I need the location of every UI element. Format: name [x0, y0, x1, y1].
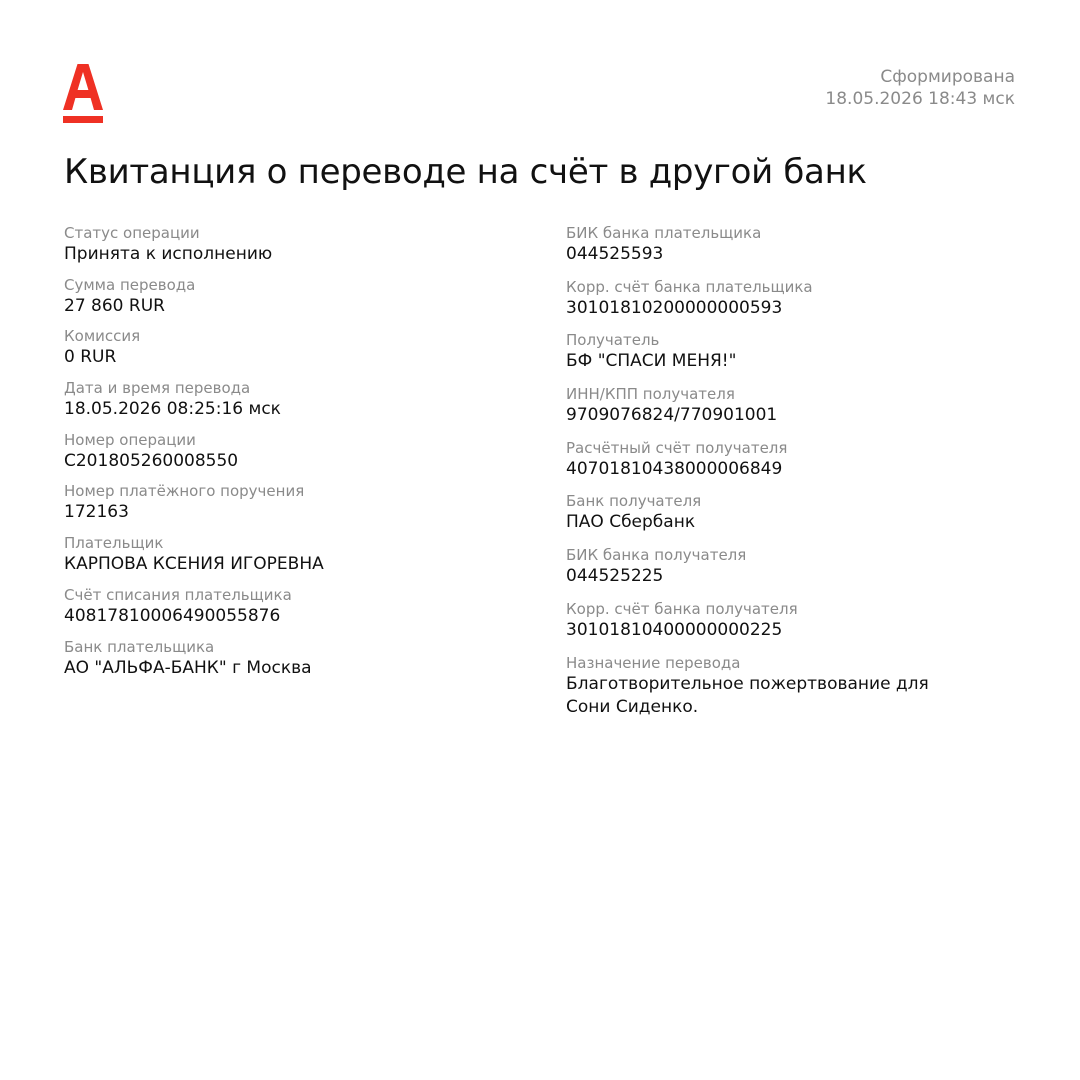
field-label: БИК банка получателя — [566, 546, 747, 565]
field-label: Статус операции — [64, 224, 200, 242]
field-recipient-bank — [566, 492, 986, 546]
field-value: 27 860 RUR — [64, 295, 165, 316]
field-value: 40701810438000006849 — [566, 458, 783, 479]
field-recipient-bank-bic — [566, 546, 986, 600]
field-label: ИНН/КПП получателя — [566, 385, 735, 404]
field-value: БФ "СПАСИ МЕНЯ!" — [566, 351, 737, 372]
field-label: Получатель — [566, 331, 660, 350]
field-operation-number — [64, 431, 524, 483]
field-operation-status — [64, 224, 524, 276]
field-label: Счёт списания плательщика — [64, 585, 292, 604]
field-commission — [64, 327, 524, 379]
alfa-bank-logo-icon — [63, 64, 103, 124]
field-value: КАРПОВА КСЕНИЯ ИГОРЕВНА — [64, 554, 324, 575]
field-value: 0 RUR — [64, 347, 117, 368]
generated-datetime: 18.05.2026 18:43 мск — [825, 89, 1015, 109]
generated-info — [825, 66, 1015, 110]
field-payer-bank — [64, 638, 524, 690]
field-value: АО "АЛЬФА-БАНК" г Москва — [64, 657, 312, 678]
field-payer-bank-bic — [566, 224, 986, 278]
field-label: БИК банка плательщика — [566, 224, 762, 242]
field-value: ПАО Сбербанк — [566, 512, 696, 533]
field-value: C201805260008550 — [64, 450, 239, 471]
payer-details-column — [64, 224, 524, 689]
field-value: 172163 — [64, 502, 129, 523]
field-transfer-datetime — [64, 379, 524, 431]
field-value: 044525225 — [566, 566, 664, 587]
field-recipient-inn-kpp — [566, 385, 986, 439]
field-value: 30101810400000000225 — [566, 619, 783, 640]
field-label: Номер операции — [64, 430, 196, 449]
field-label: Банк плательщика — [64, 637, 215, 656]
field-recipient — [566, 331, 986, 385]
field-label: Корр. счёт банка плательщика — [566, 277, 813, 296]
field-payer-account — [64, 586, 524, 638]
field-label: Назначение перевода — [566, 653, 741, 672]
field-value: 18.05.2026 08:25:16 мск — [64, 399, 281, 420]
field-label: Комиссия — [64, 327, 141, 346]
field-label: Плательщик — [64, 534, 164, 553]
field-value: 30101810200000000593 — [566, 297, 783, 318]
field-value: Принята к исполнению — [64, 244, 273, 264]
field-recipient-account — [566, 439, 986, 493]
field-label: Номер платёжного поручения — [64, 482, 305, 501]
field-label: Дата и время перевода — [64, 379, 251, 398]
field-value: 9709076824/770901001 — [566, 405, 778, 426]
field-transfer-purpose — [566, 653, 986, 717]
field-payer — [64, 534, 524, 586]
field-label: Сумма перевода — [64, 275, 196, 294]
field-payer-bank-corr-account — [566, 278, 986, 332]
receipt-title: Квитанция о переводе на счёт в другой банк — [64, 152, 867, 192]
field-transfer-amount — [64, 276, 524, 328]
field-label: Расчётный счёт получателя — [566, 438, 788, 457]
field-recipient-bank-corr-account — [566, 600, 986, 654]
field-payment-order-number — [64, 482, 524, 534]
field-value: 044525593 — [566, 244, 664, 264]
field-value: Благотворительное пожертвование для Сони Сиденко. — [566, 673, 929, 717]
recipient-details-column — [566, 224, 986, 717]
field-value: 40817810006490055876 — [64, 605, 281, 626]
generated-label: Сформирована — [880, 67, 1015, 87]
field-label: Корр. счёт банка получателя — [566, 599, 798, 618]
field-label: Банк получателя — [566, 492, 702, 511]
